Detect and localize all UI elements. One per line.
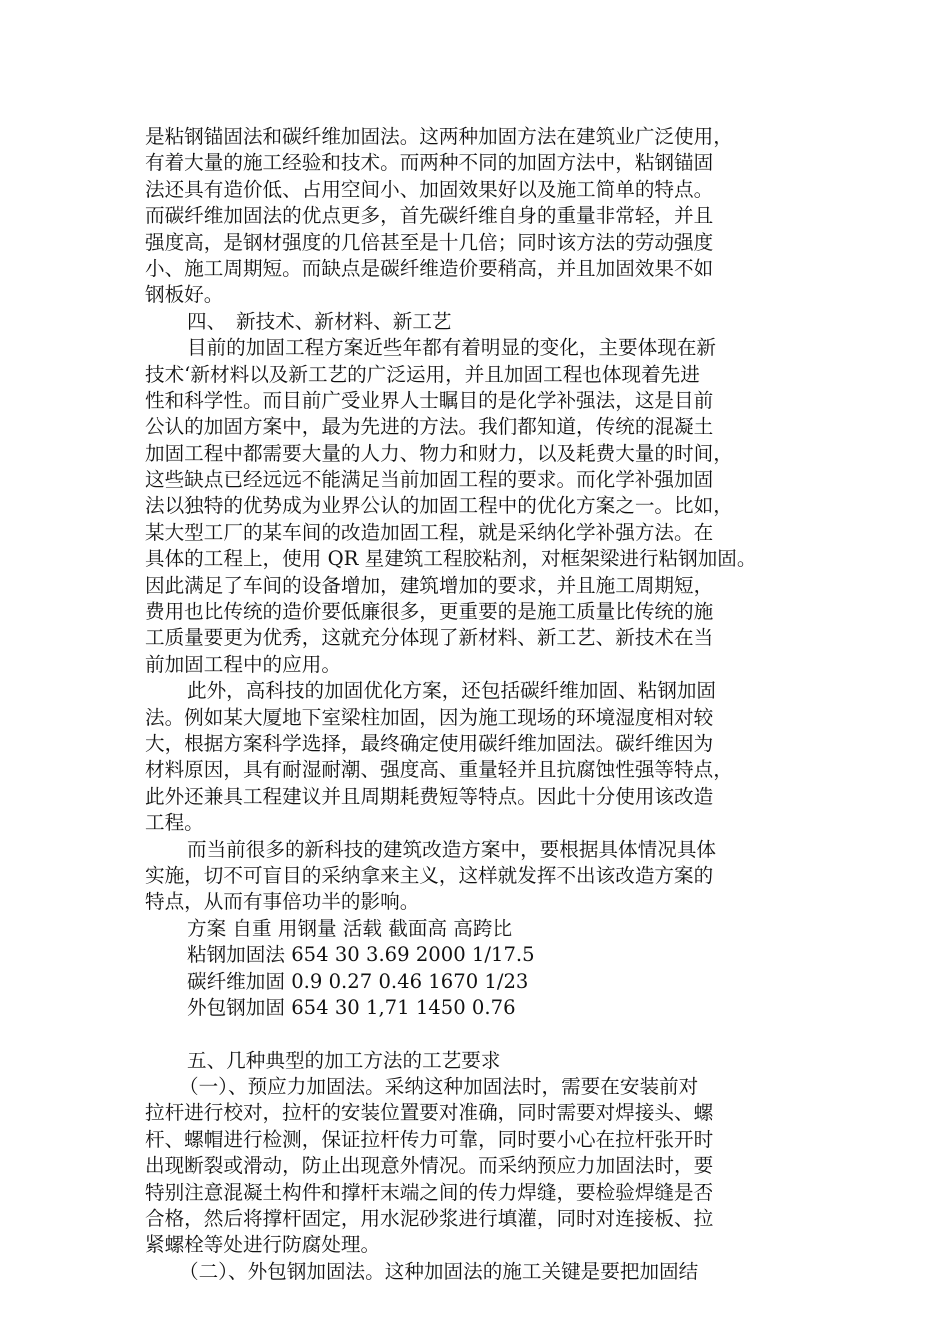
text-line: （一）、预应力加固法。采纳这种加固法时，需要在安装前对 — [179, 1075, 699, 1099]
text-line: 而碳纤维加固法的优点更多，首先碳纤维自身的重量非常轻，并且 — [145, 204, 714, 228]
table-header-row: 方案 自重 用钢量 活载 截面高 高跨比 — [187, 916, 513, 940]
table-row: 碳纤维加固 0.9 0.27 0.46 1670 1/23 — [187, 969, 529, 993]
text-line: 某大型工厂的某车间的改造加固工程，就是采纳化学补强方法。在 — [145, 520, 714, 544]
text-line: 因此满足了车间的设备增加，建筑增加的要求，并且施工周期短， — [145, 573, 714, 597]
text-line: 小、施工周期短。而缺点是碳纤维造价要稍高，并且加固效果不如 — [145, 256, 714, 280]
text-line: 合格，然后将撑杆固定，用水泥砂浆进行填灌，同时对连接板、拉 — [145, 1207, 714, 1231]
blank-line — [145, 1021, 825, 1047]
section-heading-5: 五、几种典型的加工方法的工艺要求 — [187, 1048, 501, 1072]
text-line: 工质量要更为优秀，这就充分体现了新材料、新工艺、新技术在当 — [145, 626, 714, 650]
text-line: 此外还兼具工程建议并且周期耗费短等特点。因此十分使用该改造 — [145, 784, 714, 808]
text-line: （二）、外包钢加固法。这种加固法的施工关键是要把加固结 — [179, 1259, 699, 1283]
text-line: 杆、螺帽进行检测，保证拉杆传力可靠，同时要小心在拉杆张开时 — [145, 1127, 714, 1151]
table-row: 外包钢加固 654 30 1,71 1450 0.76 — [187, 995, 516, 1019]
text-line: 钢板好。 — [145, 283, 224, 307]
section-heading-4: 四、 新技术、新材料、新工艺 — [187, 309, 452, 333]
text-line: 技术‘新材料以及新工艺的广泛运用，并且加固工程也体现着先进 — [145, 362, 700, 386]
text-line: 拉杆进行校对，拉杆的安装位置要对准确，同时需要对焊接头、螺 — [145, 1101, 714, 1125]
text-line: 紧螺栓等处进行防腐处理。 — [145, 1233, 381, 1257]
text-line: 工程。 — [145, 811, 204, 835]
text-line: 而当前很多的新科技的建筑改造方案中，要根据具体情况具体 — [187, 837, 717, 861]
text-line: 加固工程中都需要大量的人力、物力和财力，以及耗费大量的时间， — [145, 441, 733, 465]
text-line: 公认的加固方案中，最为先进的方法。我们都知道，传统的混凝土 — [145, 415, 714, 439]
text-line: 大，根据方案科学选择，最终确定使用碳纤维加固法。碳纤维因为 — [145, 731, 714, 755]
text-line: 材料原因，具有耐湿耐潮、强度高、重量轻并且抗腐蚀性强等特点， — [145, 758, 733, 782]
table-row: 粘钢加固法 654 30 3.69 2000 1/17.5 — [187, 943, 535, 967]
text-line: 强度高，是钢材强度的几倍甚至是十几倍；同时该方法的劳动强度 — [145, 230, 714, 254]
text-line: 特点，从而有事倍功半的影响。 — [145, 890, 420, 914]
text-line: 具体的工程上，使用 QR 星建筑工程胶粘剂，对框架梁进行粘钢加固。 — [145, 547, 757, 571]
text-line: 法。例如某大厦地下室梁柱加固，因为施工现场的环境湿度相对较 — [145, 705, 714, 729]
text-line: 前加固工程中的应用。 — [145, 652, 341, 676]
text-line: 法以独特的优势成为业界公认的加固工程中的优化方案之一。比如， — [145, 494, 733, 518]
text-line: 目前的加固工程方案近些年都有着明显的变化，主要体现在新 — [187, 336, 717, 360]
text-line: 这些缺点已经远远不能满足当前加固工程的要求。而化学补强加固 — [145, 468, 714, 492]
text-line: 出现断裂或滑动，防止出现意外情况。而采纳预应力加固法时，要 — [145, 1154, 714, 1178]
text-line: 此外，高科技的加固优化方案，还包括碳纤维加固、粘钢加固 — [187, 679, 717, 703]
text-line: 有着大量的施工经验和技术。而两种不同的加固方法中，粘钢锚固 — [145, 151, 714, 175]
text-line: 法还具有造价低、占用空间小、加固效果好以及施工简单的特点。 — [145, 177, 714, 201]
text-line: 费用也比传统的造价要低廉很多，更重要的是施工质量比传统的施 — [145, 600, 714, 624]
text-line: 性和科学性。而目前广受业界人士瞩目的是化学补强法，这是目前 — [145, 388, 714, 412]
text-line: 实施，切不可盲目的采纳拿来主义，这样就发挥不出该改造方案的 — [145, 863, 714, 887]
text-line: 特别注意混凝土构件和撑杆末端之间的传力焊缝，要检验焊缝是否 — [145, 1180, 714, 1204]
text-line: 是粘钢锚固法和碳纤维加固法。这两种加固方法在建筑业广泛使用， — [145, 125, 733, 148]
document-page — [145, 124, 825, 1285]
